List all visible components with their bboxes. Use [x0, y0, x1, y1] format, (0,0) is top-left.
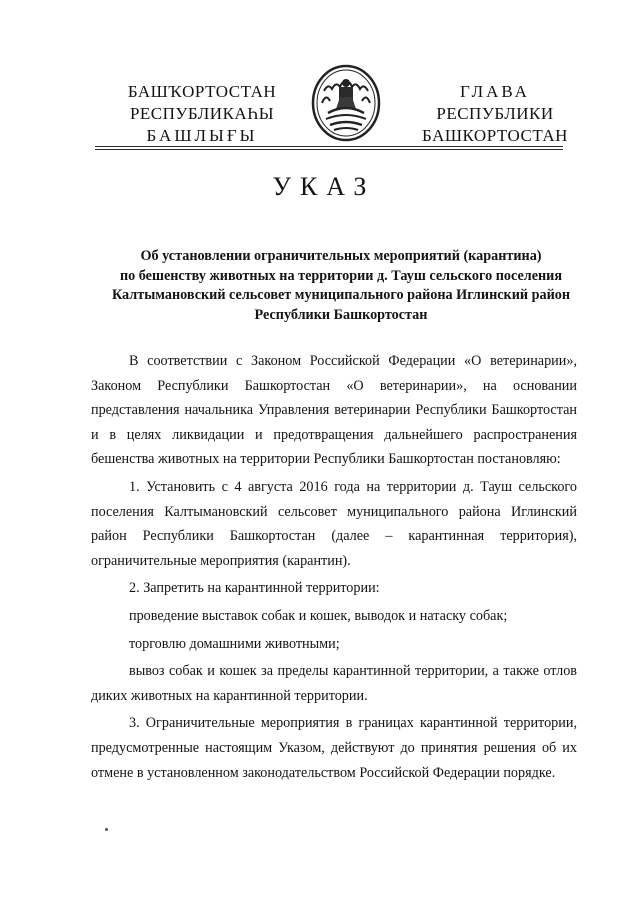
document-subject — [96, 247, 586, 325]
clause-paragraph: 2. Запретить на карантинной территории: — [129, 580, 380, 597]
header-left-line: БАШЛЫҒЫ — [146, 126, 258, 145]
header-left-line: РЕСПУБЛИКАҺЫ — [129, 104, 275, 123]
header-divider — [95, 149, 563, 150]
clause-subitem: торговлю домашними животными; — [129, 635, 340, 652]
preamble-paragraph: В соответствии с Законом Российской Федерации «О ветеринарии», Законом Республики Башкортостан «О ветеринарии», на основании представления начальника Управления ветеринарии Республики Башкортостан и в целях ликвидации и предотвращения дальнейшего распространения бешенства животных на территории Республики Башкортостан постановляю: — [91, 353, 577, 468]
subject-line: Калтымановский сельсовет муниципального района Иглинский район — [111, 287, 571, 303]
header-russian-title — [410, 81, 580, 147]
subject-line: по бешенству животных на территории д. Тауш сельского поселения — [119, 267, 563, 284]
document-body — [91, 349, 577, 788]
header-right-line: РЕСПУБЛИКИ — [436, 104, 554, 123]
subject-line: Об установлении ограничительных мероприятий (карантина) — [140, 248, 542, 264]
scan-speck — [105, 828, 108, 831]
clause-subitem: проведение выставок собак и кошек, выводок и натаску собак; — [129, 607, 508, 624]
header-divider — [95, 146, 563, 147]
clause-paragraph: 1. Установить с 4 августа 2016 года на территории д. Тауш сельского поселения Калтымановский сельсовет муниципального района Иглинский район Республики Башкортостан (далее – карантинная территория), ограничительные мероприятия (карантин). — [91, 478, 577, 569]
header-right-line: БАШКОРТОСТАН — [422, 126, 568, 145]
header-right-line: ГЛАВА — [460, 82, 530, 101]
header-left-line: БАШҠОРТОСТАН — [127, 82, 277, 101]
header-bashkir-title — [117, 81, 287, 147]
clause-subitem: вывоз собак и кошек за пределы карантинной территории, а также отлов диких животных на карантинной территории. — [91, 663, 577, 704]
document-title: УКАЗ — [272, 172, 376, 201]
clause-paragraph: 3. Ограничительные мероприятия в границах карантинной территории, предусмотренные настоящим Указом, действуют до принятия решения об их отмене в установленном законодательством Российской Федерации порядке. — [91, 715, 577, 781]
coat-of-arms-emblem-icon — [310, 63, 382, 143]
subject-line: Республики Башкортостан — [254, 306, 428, 323]
